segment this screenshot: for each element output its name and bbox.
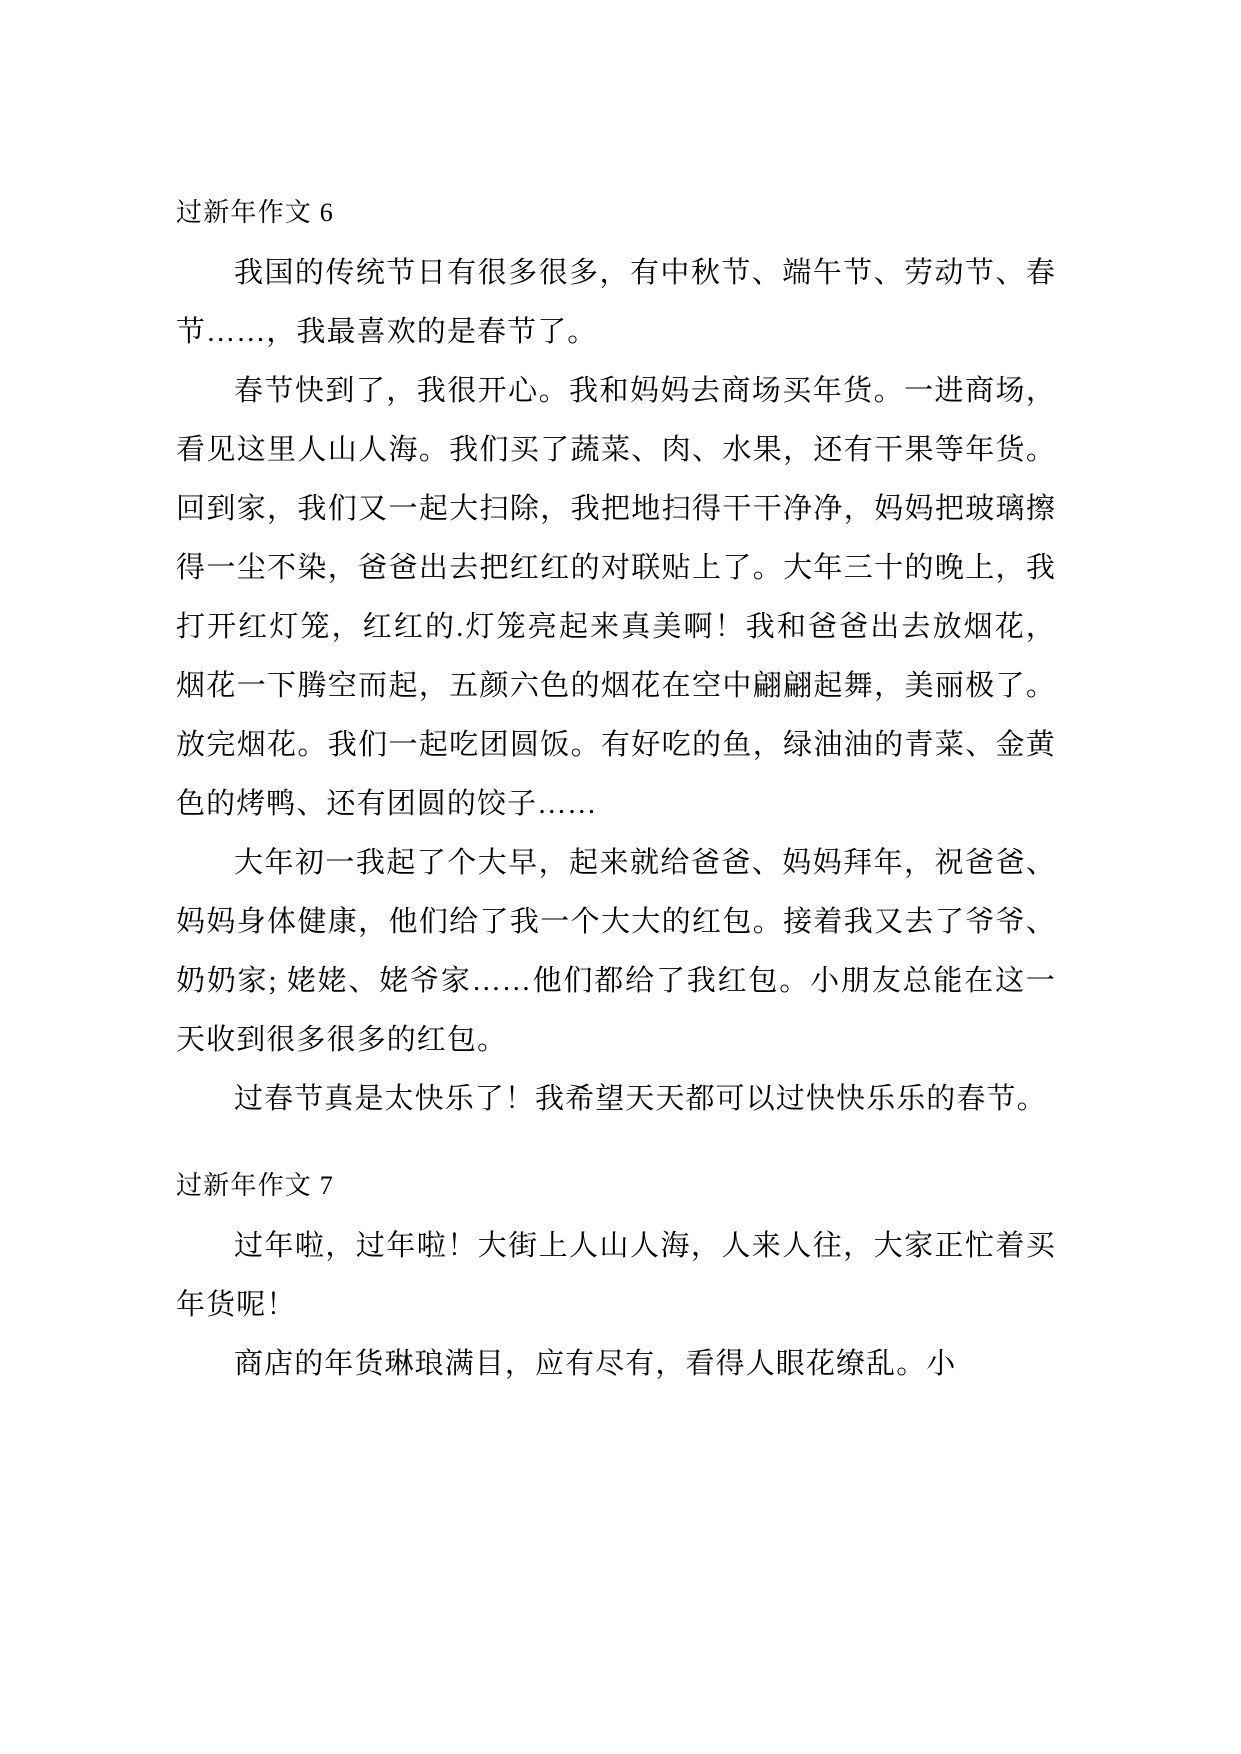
document-body: [176, 186, 1056, 1394]
section-spacer: [176, 1129, 1056, 1159]
paragraph: 过年啦，过年啦！大街上人山人海，人来人往，大家正忙着买年货呢！: [176, 1230, 1056, 1321]
section-heading-7: 过新年作文 7: [176, 1171, 334, 1200]
paragraph: 春节快到了，我很开心。我和妈妈去商场买年货。一进商场，看见这里人山人海。我们买了蔬菜、肉、水果，还有干果等年货。回到家，我们又一起大扫除，我把地扫得干干净净，妈妈把玻璃擦得一尘不染，爸爸出去把红红的对联贴上了。大年三十的晚上，我打开红灯笼，红红的.灯笼亮起来真美啊！我和爸爸出去放烟花，烟花一下腾空而起，五颜六色的烟花在空中翩翩起舞，美丽极了。放完烟花。我们一起吃团圆饭。有好吃的鱼，绿油油的青菜、金黄色的烤鸭、还有团圆的饺子……: [176, 375, 1056, 820]
paragraph: 我国的传统节日有很多很多，有中秋节、端午节、劳动节、春节……，我最喜欢的是春节了。: [176, 257, 1056, 348]
essay-section-7: [176, 1159, 1056, 1394]
section-heading-6: 过新年作文 6: [176, 198, 334, 227]
paragraph: 商店的年货琳琅满目，应有尽有，看得人眼花缭乱。小: [234, 1348, 957, 1380]
paragraph: 过春节真是太快乐了！我希望天天都可以过快快乐乐的春节。: [234, 1083, 1047, 1115]
essay-section-6: [176, 186, 1056, 1129]
paragraph: 大年初一我起了个大早，起来就给爸爸、妈妈拜年，祝爸爸、妈妈身体健康，他们给了我一个大大的红包。接着我又去了爷爷、奶奶家; 姥姥、姥爷家……他们都给了我红包。小朋友总能在这一天收到很多很多的红包。: [176, 847, 1056, 1056]
